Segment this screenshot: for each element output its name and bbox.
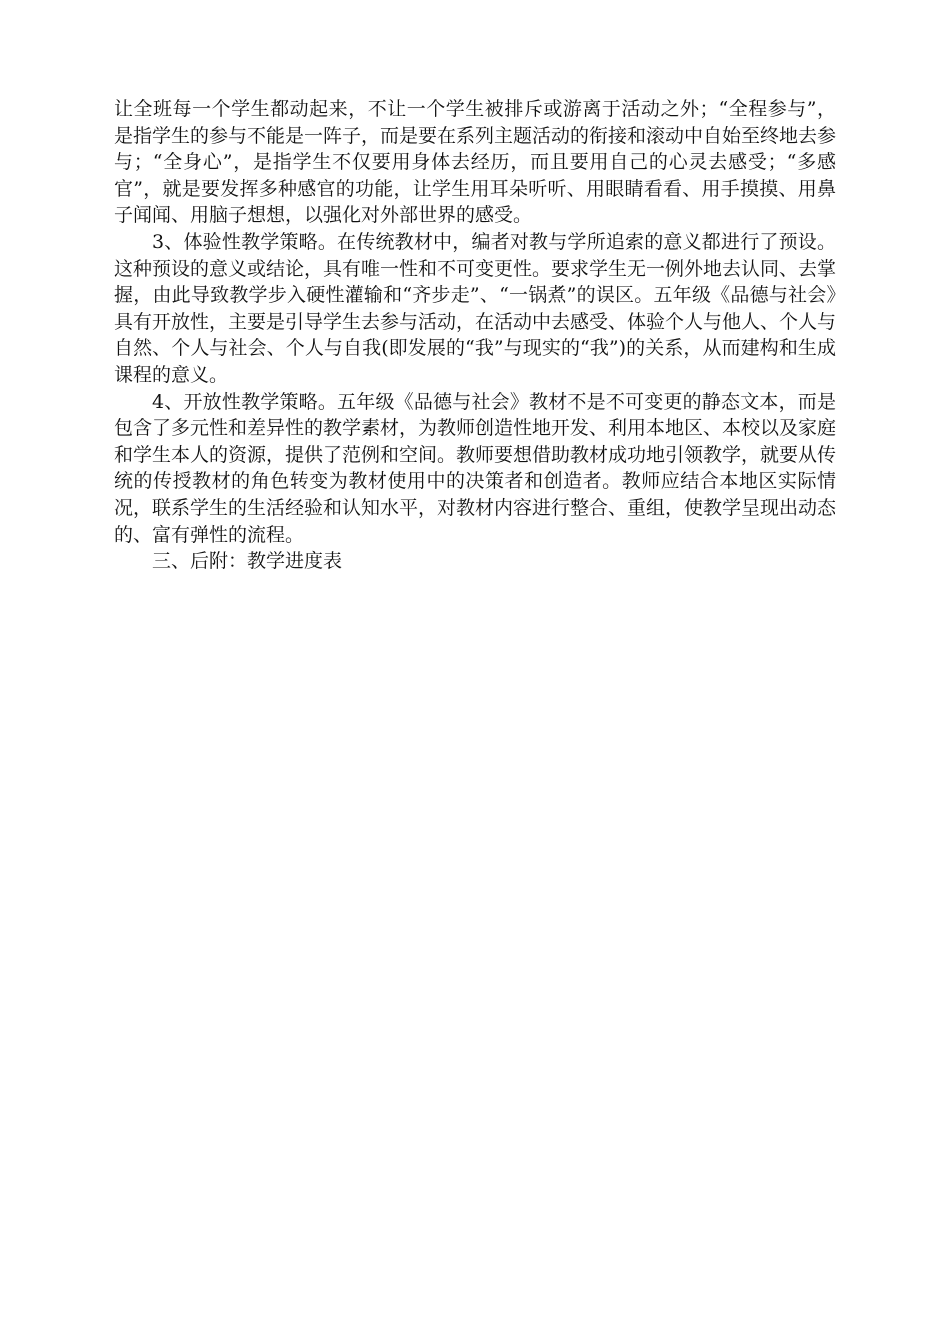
- paragraph-open-strategy: 4、开放性教学策略。五年级《品德与社会》教材不是不可变更的静态文本，而是包含了多元性和差异性的教学素材，为教师创造性地开发、利用本地区、本校以及家庭和学生本人的资源，提供了范例和空间。教师要想借助教材成功地引领教学，就要从传统的传授教材的角色转变为教材使用中的决策者和创造者。教师应结合本地区实际情况，联系学生的生活经验和认知水平，对教材内容进行整合、重组，使教学呈现出动态的、富有弹性的流程。: [114, 390, 837, 546]
- section-heading-appendix: 三、后附：教学进度表: [152, 550, 343, 573]
- paragraph-experiential-strategy: 3、体验性教学策略。在传统教材中，编者对教与学所追索的意义都进行了预设。这种预设的意义或结论，具有唯一性和不可变更性。要求学生无一例外地去认同、去掌握，由此导致教学步入硬性灌输和“齐步走”、“一锅煮”的误区。五年级《品德与社会》具有开放性，主要是引导学生去参与活动，在活动中去感受、体验个人与他人、个人与自然、个人与社会、个人与自我(即发展的“我”与现实的“我”)的关系，从而建构和生成课程的意义。: [114, 230, 837, 386]
- document-body: [114, 96, 836, 575]
- paragraph-continuation: 让全班每一个学生都动起来，不让一个学生被排斥或游离于活动之外；“全程参与”，是指学生的参与不能是一阵子，而是要在系列主题活动的衔接和滚动中自始至终地去参与；“全身心”，是指学生不仅要用身体去经历，而且要用自己的心灵去感受；“多感官”，就是要发挥多种感官的功能，让学生用耳朵听听、用眼睛看看、用手摸摸、用鼻子闻闻、用脑子想想，以强化对外部世界的感受。: [114, 98, 837, 227]
